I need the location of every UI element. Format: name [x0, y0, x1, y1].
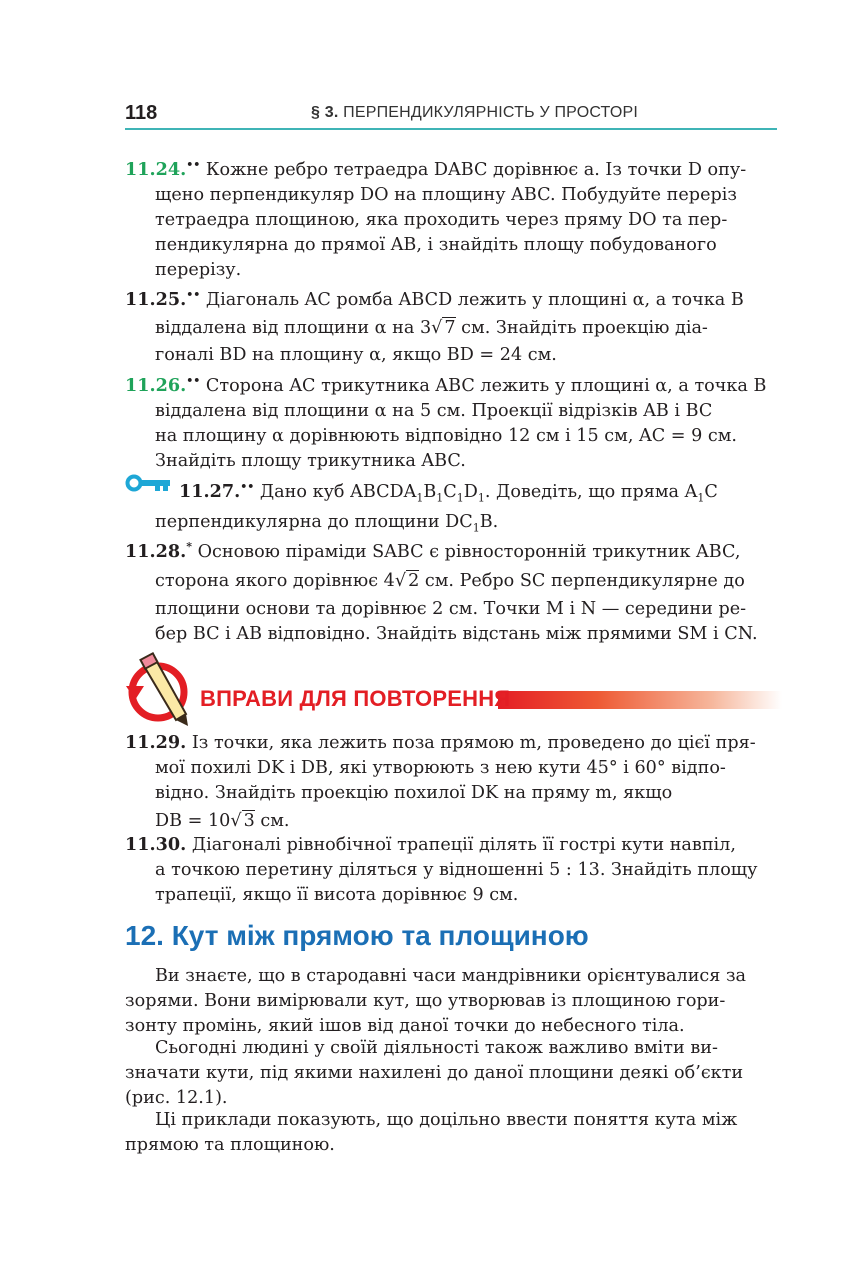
- problem-text-line: трапеції, якщо її висота дорівнює 9 см.: [155, 885, 519, 905]
- problem-11-29: [125, 730, 777, 836]
- sqrt-sign: √: [230, 811, 242, 831]
- problem-text-line: мої похилі DK і DB, які утворюють з нею кути 45° і 60° відпо-: [155, 758, 726, 778]
- problem-text: B: [423, 481, 437, 502]
- problem-number: 11.27.: [179, 480, 241, 502]
- problem-text: перпендикулярна до площини DC: [155, 512, 473, 533]
- problem-number: 11.29.: [125, 732, 187, 753]
- difficulty-mark: ••: [186, 374, 201, 387]
- problem-11-25: [125, 282, 777, 368]
- running-title: [311, 104, 638, 122]
- intro-paragraph-3: [125, 1108, 777, 1158]
- problem-number: 11.30.: [125, 834, 187, 855]
- subscript: 1: [456, 491, 464, 505]
- paragraph-line: прямою та площиною.: [125, 1135, 335, 1155]
- problem-text-line: площини основи та дорівнює 2 см. Точки M і N — середини ре-: [155, 598, 747, 619]
- problem-text: віддалена від площини α на 3: [155, 317, 432, 338]
- problem-text-line: тетраедра площиною, яка проходить через пряму DO та пер-: [155, 209, 728, 230]
- subscript: 1: [436, 491, 444, 505]
- sqrt-radicand: 7: [444, 317, 456, 338]
- problem-text-line: перерізу.: [155, 259, 242, 280]
- problem-11-27: [125, 474, 777, 541]
- problem-text-line: Діагональ AC ромба ABCD лежить у площині α, а точка B: [205, 289, 744, 310]
- subscript: 1: [697, 491, 705, 505]
- problem-text-line: відно. Знайдіть проекцію похилої DK на пряму m, якщо: [155, 783, 673, 803]
- review-section-title: ВПРАВИ ДЛЯ ПОВТОРЕННЯ: [200, 686, 511, 711]
- paragraph-line: значати кути, під якими нахилені до даної площини деякі об’єкти: [125, 1063, 744, 1083]
- difficulty-mark: ••: [186, 288, 201, 301]
- paragraph-line: Ці приклади показують, що доцільно ввести поняття кута між: [155, 1110, 738, 1130]
- paragraph-line: зонту промінь, який ішов від даної точки до небесного тіла.: [125, 1016, 685, 1036]
- intro-paragraph-2: [125, 1036, 777, 1111]
- problem-text-line: Знайдіть площу трикутника ABC.: [155, 450, 466, 471]
- problem-text: C: [704, 481, 718, 502]
- problem-text: Дано куб ABCDA: [259, 481, 417, 502]
- problem-text: D: [463, 481, 478, 502]
- problem-number: 11.25.: [125, 288, 187, 310]
- problem-text-line: а точкою перетину діляться у відношенні 5 : 13. Знайдіть площу: [155, 860, 758, 880]
- problem-text-line: на площину α дорівнюють відповідно 12 см і 15 см, AC = 9 см.: [155, 425, 738, 446]
- problem-11-30: [125, 832, 777, 908]
- paragraph-line: Сьогодні людині у своїй діяльності також важливо вміти ви-: [155, 1038, 718, 1058]
- intro-paragraph-1: [125, 964, 777, 1039]
- problem-number: 11.26.: [125, 374, 187, 396]
- sqrt-radicand: 2: [408, 570, 420, 591]
- paragraph-line: (рис. 12.1).: [125, 1088, 228, 1108]
- sqrt-sign: √: [431, 317, 443, 338]
- problem-text-line: Сторона AC трикутника ABC лежить у площині α, а точка B: [205, 375, 767, 396]
- subscript: 1: [472, 521, 480, 535]
- page-number: 118: [125, 102, 158, 124]
- difficulty-mark: ••: [186, 158, 201, 171]
- section-gradient-band: [498, 691, 782, 709]
- problem-text: DB = 10: [155, 811, 231, 831]
- problem-number: 11.28.: [125, 540, 187, 562]
- difficulty-mark: *: [186, 540, 192, 553]
- problem-text-line: щено перпендикуляр DO на площину ABC. Побудуйте переріз: [155, 184, 737, 205]
- problem-text-line: пендикулярна до прямої AB, і знайдіть площу побудованого: [155, 234, 717, 255]
- problem-11-24: [125, 152, 777, 283]
- problem-text-line: віддалена від площини α на 5 см. Проекції відрізків AB і BC: [155, 400, 713, 421]
- problem-number: 11.24.: [125, 158, 187, 180]
- page-header: [125, 96, 777, 130]
- paragraph-line: зорями. Вони вимірювали кут, що утворював із площиною гори-: [125, 991, 726, 1011]
- paragraph-line: Ви знаєте, що в стародавні часи мандрівники орієнтувалися за: [155, 966, 747, 986]
- problem-text-line: Кожне ребро тетраедра DABC дорівнює a. Із точки D опу-: [205, 159, 747, 180]
- problem-text: см. Ребро SC перпендикулярне до: [419, 570, 745, 591]
- problem-text: см.: [254, 811, 290, 831]
- review-section-banner: [122, 650, 782, 730]
- sqrt-radicand: 3: [243, 811, 255, 831]
- problem-text: см. Знайдіть проекцію діа-: [455, 317, 708, 338]
- problem-text-line: Основою піраміди SABC є рівносторонній трикутник ABC,: [197, 541, 741, 562]
- problem-text-line: бер BC і AB відповідно. Знайдіть відстань між прямими SM і CN.: [155, 623, 758, 644]
- problem-11-28: [125, 534, 777, 647]
- chapter-title: 12. Кут між прямою та площиною: [125, 920, 589, 951]
- section-mark: § 3.: [311, 104, 339, 121]
- problem-text-line: Діагоналі рівнобічної трапеції ділять її гострі кути навпіл,: [191, 835, 736, 855]
- problem-text: B.: [479, 512, 499, 533]
- problem-text-line: Із точки, яка лежить поза прямою m, проведено до цієї пря-: [191, 733, 756, 753]
- subscript: 1: [477, 491, 485, 505]
- sqrt-sign: √: [394, 570, 407, 591]
- subscript: 1: [416, 491, 424, 505]
- problem-11-26: [125, 368, 777, 474]
- problem-text-line: гоналі BD на площину α, якщо BD = 24 см.: [155, 344, 557, 365]
- problem-text: сторона якого дорівнює 4: [155, 570, 395, 591]
- problem-text: . Доведіть, що пряма A: [484, 481, 698, 502]
- difficulty-mark: ••: [240, 480, 255, 493]
- problem-text: C: [443, 481, 457, 502]
- pencil-compass-icon: [122, 650, 202, 730]
- section-title: ПЕРПЕНДИКУЛЯРНІСТЬ У ПРОСТОРІ: [343, 104, 638, 121]
